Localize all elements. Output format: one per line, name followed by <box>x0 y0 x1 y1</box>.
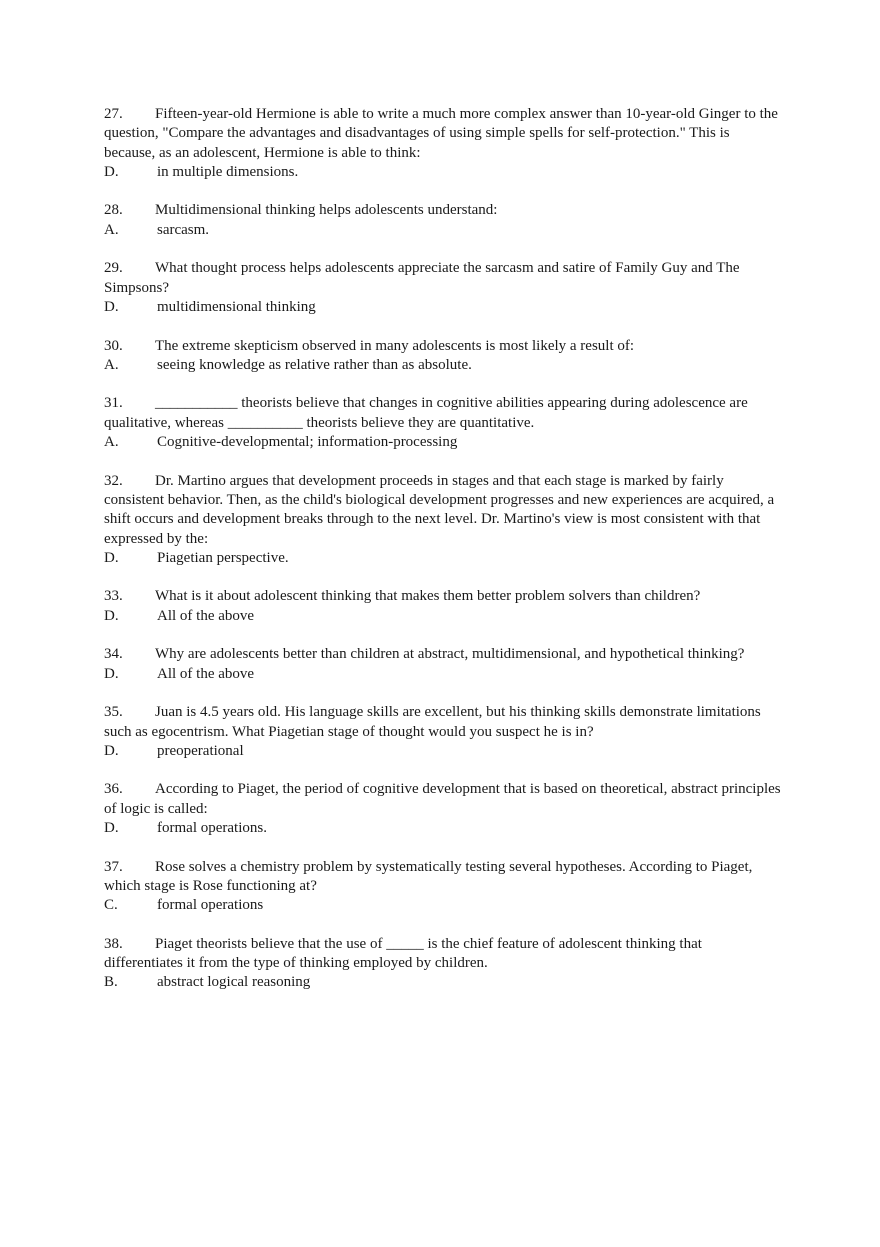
question-item <box>104 337 784 376</box>
question-stem <box>104 858 784 897</box>
question-text: What thought process helps adolescents appreciate the sarcasm and satire of Family Guy and The Simpsons? <box>104 260 740 296</box>
answer-letter: D. <box>104 163 119 180</box>
question-text: Multidimensional thinking helps adolescents understand: <box>155 202 498 219</box>
answer-letter: D. <box>104 742 119 759</box>
answer-letter: D. <box>104 665 119 682</box>
question-text: ___________ theorists believe that changes in cognitive abilities appearing during adolescence are qualitative, whereas __________ theorists believe they are quantitative. <box>104 395 748 431</box>
question-stem <box>104 472 784 549</box>
answer-text: preoperational <box>157 742 244 759</box>
answer-line <box>104 742 784 761</box>
answer-letter: C. <box>104 897 118 914</box>
question-item <box>104 472 784 568</box>
answer-line <box>104 221 784 240</box>
answer-text: sarcasm. <box>157 221 210 238</box>
question-stem <box>104 105 784 163</box>
question-number: 33. <box>104 588 123 605</box>
answer-line <box>104 819 784 838</box>
answer-line <box>104 973 784 992</box>
question-number: 27. <box>104 106 123 122</box>
question-stem <box>104 935 784 974</box>
question-stem <box>104 703 784 742</box>
question-stem <box>104 645 784 664</box>
answer-line <box>104 896 784 915</box>
question-stem <box>104 259 784 298</box>
question-item <box>104 780 784 838</box>
question-item <box>104 858 784 916</box>
answer-letter: A. <box>104 356 119 373</box>
question-number: 38. <box>104 935 123 952</box>
question-stem <box>104 587 784 606</box>
question-text: Why are adolescents better than children at abstract, multidimensional, and hypothetical thinking? <box>155 646 745 663</box>
answer-line <box>104 549 784 568</box>
answer-text: All of the above <box>157 665 255 682</box>
question-stem <box>104 201 784 220</box>
question-text: What is it about adolescent thinking that makes them better problem solvers than children? <box>155 588 701 605</box>
answer-text: All of the above <box>157 607 255 624</box>
question-number: 30. <box>104 337 123 354</box>
answer-letter: A. <box>104 221 119 238</box>
question-text: Fifteen-year-old Hermione is able to write a much more complex answer than 10-year-old Ginger to the question, "Compare the advantages and disadvantages of using simple spells for self-protection." This is because, as an adolescent, Hermione is able to think: <box>104 106 778 161</box>
question-item <box>104 394 784 452</box>
answer-text: formal operations <box>157 897 264 914</box>
answer-line <box>104 163 784 182</box>
question-item <box>104 105 784 182</box>
question-stem <box>104 394 784 433</box>
question-list <box>104 105 784 1012</box>
question-text: Dr. Martino argues that development proceeds in stages and that each stage is marked by fairly consistent behavior. Then, as the child's biological development progresses and new experiences are acquired, a shift occurs and development breaks through to the next level. Dr. Martino's view is most consistent with that expressed by the: <box>104 472 775 547</box>
answer-text: Piagetian perspective. <box>157 549 289 566</box>
question-stem <box>104 780 784 819</box>
question-text: The extreme skepticism observed in many adolescents is most likely a result of: <box>155 337 635 354</box>
question-stem <box>104 337 784 356</box>
question-text: Piaget theorists believe that the use of _____ is the chief feature of adolescent thinking that differentiates it from the type of thinking employed by children. <box>104 935 702 972</box>
answer-text: formal operations. <box>157 819 267 836</box>
answer-line <box>104 607 784 626</box>
question-item <box>104 201 784 240</box>
answer-line <box>104 298 784 317</box>
question-text: Rose solves a chemistry problem by systematically testing several hypotheses. According to Piaget, which stage is Rose functioning at? <box>104 858 753 894</box>
question-number: 36. <box>104 781 123 798</box>
question-number: 31. <box>104 395 123 412</box>
answer-letter: B. <box>104 974 118 991</box>
answer-letter: D. <box>104 549 119 566</box>
question-item <box>104 259 784 317</box>
answer-letter: D. <box>104 607 119 624</box>
answer-text: abstract logical reasoning <box>157 974 311 991</box>
answer-text: Cognitive-developmental; information-processing <box>157 434 458 451</box>
question-number: 32. <box>104 472 123 489</box>
answer-letter: A. <box>104 434 119 451</box>
question-text: Juan is 4.5 years old. His language skills are excellent, but his thinking skills demonstrate limitations such as egocentrism. What Piagetian stage of thought would you suspect he is in? <box>104 704 761 740</box>
answer-line <box>104 433 784 452</box>
question-item <box>104 703 784 761</box>
question-number: 29. <box>104 260 123 277</box>
question-item <box>104 587 784 626</box>
question-number: 34. <box>104 646 123 663</box>
question-number: 28. <box>104 202 123 219</box>
answer-line <box>104 356 784 375</box>
question-item <box>104 645 784 684</box>
answer-text: in multiple dimensions. <box>157 163 299 180</box>
question-number: 35. <box>104 704 123 721</box>
question-text: According to Piaget, the period of cognitive development that is based on theoretical, abstract principles of logic is called: <box>104 781 781 817</box>
answer-text: multidimensional thinking <box>157 298 316 315</box>
answer-line <box>104 665 784 684</box>
answer-text: seeing knowledge as relative rather than as absolute. <box>157 356 472 373</box>
answer-letter: D. <box>104 819 119 836</box>
question-item <box>104 935 784 993</box>
answer-letter: D. <box>104 298 119 315</box>
question-number: 37. <box>104 858 123 875</box>
